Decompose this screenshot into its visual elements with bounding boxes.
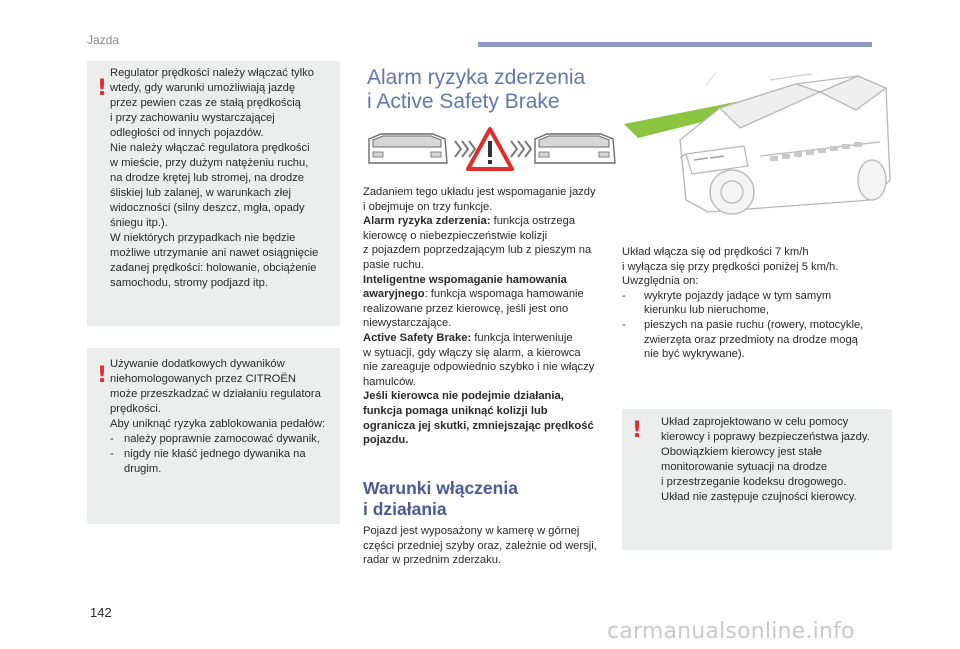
text-line: samochodu, stromy podjazd itp. xyxy=(110,277,268,289)
text-span: : funkcja wspomaga hamowanie xyxy=(424,288,584,301)
text-line: wtedy, gdy warunki umożliwiają jazdę xyxy=(110,82,296,94)
bullet-text: wykryte pojazdy jadące w tym samym xyxy=(644,289,832,302)
text-line: Układ nie zastępuje czujności kierowcy. xyxy=(661,491,857,503)
title-line: Warunki włączenia xyxy=(363,478,518,498)
bullet-item xyxy=(622,289,897,318)
text-line: Uwzględnia on: xyxy=(622,275,699,288)
activation-description xyxy=(622,245,897,362)
text-line: i obejmuje on trzy funkcje. xyxy=(363,200,493,213)
chevron-right-icon xyxy=(511,141,531,157)
bullet-text: drugim. xyxy=(124,463,162,475)
bullet-dash: - xyxy=(110,448,114,460)
chevron-left-icon xyxy=(455,141,475,157)
function-name: Active Safety Brake: xyxy=(363,331,472,344)
text-line: przez pewien czas ze stałą prędkością xyxy=(110,97,301,109)
text-line: niewystarczające. xyxy=(363,317,452,330)
section-accent-bar xyxy=(478,42,872,47)
text-line: nie zareaguje odpowiednio szybko i nie włączy xyxy=(363,361,595,374)
text-line: Pojazd jest wyposażony w kamerę w górnej xyxy=(363,525,580,537)
text-line: może przeszkadzać w działaniu regulatora xyxy=(110,388,321,400)
text-span: funkcja interweniuje xyxy=(471,331,573,344)
warning-text xyxy=(110,357,338,477)
title-line: Alarm ryzyka zderzenia xyxy=(367,66,586,89)
warning-exclamation-icon: ! xyxy=(632,418,643,443)
warning-box-cruise-control xyxy=(87,61,340,326)
title-line: i działania xyxy=(363,499,447,519)
text-line: pasie ruchu. xyxy=(363,258,424,271)
text-line: pojazdu. xyxy=(363,434,409,447)
bullet-dash: - xyxy=(622,318,626,331)
text-line: w sytuacji, gdy włączy się alarm, a kierowca xyxy=(363,346,581,359)
text-line: z pojazdem poprzedzającym lub z pieszym na xyxy=(363,244,592,257)
section-title-alarm xyxy=(367,66,585,114)
text-line: Nie należy włączać regulatora prędkości xyxy=(110,142,310,154)
text-line: widoczności (silny deszcz, mgła, opady xyxy=(110,202,305,214)
text-line: zadanej prędkości: holowanie, obciążenie xyxy=(110,262,317,274)
warning-text xyxy=(661,415,891,505)
text-span: funkcja ostrzega xyxy=(490,215,576,228)
bullet-text: należy poprawnie zamocować dywanik, xyxy=(124,433,320,445)
text-line: Układ zaprojektowano w celu pomocy xyxy=(661,416,849,428)
section-label: Jazda xyxy=(87,33,120,47)
alarm-description xyxy=(363,185,613,448)
bullet-dash: - xyxy=(622,289,626,302)
text-line: ogranicza jej skutki, zmniejszając prędkość xyxy=(363,419,594,432)
bullet-item xyxy=(110,447,338,477)
text-line: możliwe utrzymanie ani nawet osiągnięcie xyxy=(110,247,319,259)
text-line: Aby uniknąć ryzyka zablokowania pedałów: xyxy=(110,418,326,430)
warning-exclamation-icon: ! xyxy=(97,363,108,388)
text-line: śniegu itp.). xyxy=(110,217,168,229)
function-name: Inteligentne wspomaganie hamowania xyxy=(363,273,567,286)
bullet-item xyxy=(622,318,897,362)
text-line: w mieście, przy dużym natężeniu ruchu, xyxy=(110,157,309,169)
car-camera-illustration xyxy=(620,62,892,232)
warning-exclamation-icon: ! xyxy=(97,76,108,101)
car-rear-icon xyxy=(369,134,447,163)
car-front-icon xyxy=(535,134,615,163)
text-line: funkcja pomaga uniknąć kolizji lub xyxy=(363,404,548,417)
text-line: Jeśli kierowca nie podejmie działania, xyxy=(363,390,564,403)
bullet-text: kierunku lub nieruchome, xyxy=(644,304,769,317)
conditions-description xyxy=(363,524,618,568)
text-line: na drodze krętej lub stromej, na drodze xyxy=(110,172,305,184)
bullet-text: nigdy nie kłaść jednego dywanika na xyxy=(124,448,306,460)
function-name: Alarm ryzyka zderzenia: xyxy=(363,215,491,228)
text-line: kierowcy i poprawy bezpieczeństwa jazdy. xyxy=(661,431,870,443)
text-line: realizowane przez kierowcę, jeśli jest ono xyxy=(363,302,569,315)
text-line: prędkości. xyxy=(110,403,161,415)
watermark: carmanualsonline.info xyxy=(607,619,855,644)
function-name: awaryjnego xyxy=(363,288,425,301)
warning-text xyxy=(110,66,338,291)
text-line: W niektórych przypadkach nie będzie xyxy=(110,232,296,244)
text-line: Regulator prędkości należy włączać tylko xyxy=(110,67,314,79)
bullet-text: pieszych na pasie ruchu (rowery, motocykle, xyxy=(644,318,864,331)
bullet-dash: - xyxy=(110,433,114,445)
text-line: monitorowanie sytuacji na drodze xyxy=(661,461,828,473)
text-line: i przestrzeganie kodeksu drogowego. xyxy=(661,476,847,488)
text-line: radar w przednim zderzaku. xyxy=(363,554,502,567)
section-title-conditions xyxy=(363,478,518,520)
text-line: Zadaniem tego układu jest wspomaganie jazdy xyxy=(363,186,596,198)
bullet-item xyxy=(110,432,338,447)
text-line: odległości od innych pojazdów. xyxy=(110,127,264,139)
text-line: i przy zachowaniu wystarczającej xyxy=(110,112,275,124)
text-line: śliskiej lub zalanej, w warunkach złej xyxy=(110,187,291,199)
text-line: hamulców. xyxy=(363,375,416,388)
text-line: Obowiązkiem kierowcy jest stałe xyxy=(661,446,823,458)
bullet-text: nie być wykrywane). xyxy=(644,348,745,361)
text-line: i wyłącza się przy prędkości poniżej 5 km/h. xyxy=(622,260,839,273)
text-line: kierowcę o niebezpieczeństwie kolizji xyxy=(363,229,548,242)
text-line: części przedniej szyby oraz, zależnie od wersji, xyxy=(363,539,597,552)
text-line: Używanie dodatkowych dywaników xyxy=(110,358,285,370)
text-line: Układ włącza się od prędkości 7 km/h xyxy=(622,246,809,258)
title-line: i Active Safety Brake xyxy=(367,90,560,113)
page-number: 142 xyxy=(90,605,112,620)
text-line: niehomologowanych przez CITROËN xyxy=(110,373,296,385)
collision-illustration xyxy=(363,125,618,175)
warning-box-driver-assist xyxy=(622,409,892,550)
bullet-text: zwierzęta oraz przedmioty na drodze mogą xyxy=(644,333,858,346)
warning-box-floor-mats xyxy=(87,348,340,524)
